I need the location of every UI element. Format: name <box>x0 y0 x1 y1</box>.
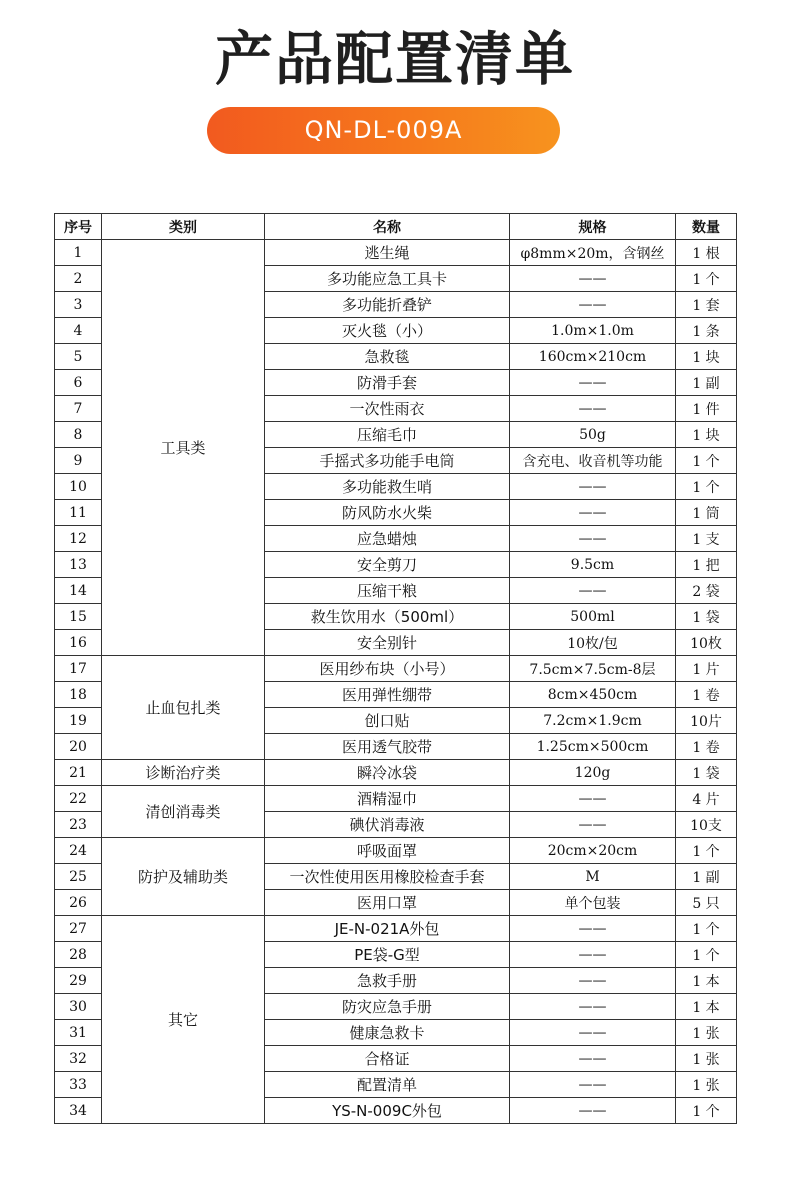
item-name: 碘伏消毒液 <box>265 812 510 838</box>
item-spec: —— <box>510 942 676 968</box>
item-quantity: 4 片 <box>676 786 737 812</box>
header-category: 类别 <box>102 214 265 240</box>
item-spec: φ8mm×20m，含钢丝 <box>510 240 676 266</box>
item-spec: —— <box>510 786 676 812</box>
item-name: 健康急救卡 <box>265 1020 510 1046</box>
row-index: 34 <box>55 1098 102 1124</box>
item-spec: —— <box>510 370 676 396</box>
item-spec: 9.5cm <box>510 552 676 578</box>
item-name: 配置清单 <box>265 1072 510 1098</box>
row-index: 11 <box>55 500 102 526</box>
item-quantity: 5 只 <box>676 890 737 916</box>
row-index: 2 <box>55 266 102 292</box>
item-name: 医用纱布块（小号） <box>265 656 510 682</box>
item-spec: 1.25cm×500cm <box>510 734 676 760</box>
item-name: 多功能应急工具卡 <box>265 266 510 292</box>
item-spec: —— <box>510 500 676 526</box>
row-index: 15 <box>55 604 102 630</box>
row-index: 32 <box>55 1046 102 1072</box>
item-quantity: 1 块 <box>676 422 737 448</box>
item-quantity: 1 个 <box>676 266 737 292</box>
item-name: 一次性使用医用橡胶检查手套 <box>265 864 510 890</box>
category-cell: 诊断治疗类 <box>102 760 265 786</box>
row-index: 14 <box>55 578 102 604</box>
row-index: 29 <box>55 968 102 994</box>
configuration-table <box>54 213 737 1124</box>
item-name: 急救毯 <box>265 344 510 370</box>
item-quantity: 1 个 <box>676 916 737 942</box>
row-index: 9 <box>55 448 102 474</box>
item-quantity: 1 张 <box>676 1020 737 1046</box>
item-spec: —— <box>510 1046 676 1072</box>
item-name: 呼吸面罩 <box>265 838 510 864</box>
item-name: 一次性雨衣 <box>265 396 510 422</box>
row-index: 24 <box>55 838 102 864</box>
item-spec: —— <box>510 266 676 292</box>
row-index: 5 <box>55 344 102 370</box>
category-cell: 防护及辅助类 <box>102 838 265 916</box>
item-quantity: 1 片 <box>676 656 737 682</box>
item-spec: 160cm×210cm <box>510 344 676 370</box>
table-row <box>55 656 737 682</box>
row-index: 3 <box>55 292 102 318</box>
table-row <box>55 838 737 864</box>
item-name: 手摇式多功能手电筒 <box>265 448 510 474</box>
item-quantity: 2 袋 <box>676 578 737 604</box>
row-index: 27 <box>55 916 102 942</box>
item-spec: —— <box>510 1020 676 1046</box>
table-row <box>55 240 737 266</box>
item-name: 瞬冷冰袋 <box>265 760 510 786</box>
row-index: 21 <box>55 760 102 786</box>
row-index: 19 <box>55 708 102 734</box>
item-name: 压缩毛巾 <box>265 422 510 448</box>
item-spec: —— <box>510 916 676 942</box>
item-quantity: 1 支 <box>676 526 737 552</box>
item-quantity: 1 个 <box>676 474 737 500</box>
item-spec: —— <box>510 1072 676 1098</box>
item-quantity: 1 个 <box>676 1098 737 1124</box>
item-name: 医用口罩 <box>265 890 510 916</box>
row-index: 13 <box>55 552 102 578</box>
item-name: 安全别针 <box>265 630 510 656</box>
item-name: 多功能折叠铲 <box>265 292 510 318</box>
item-spec: 20cm×20cm <box>510 838 676 864</box>
item-spec: —— <box>510 292 676 318</box>
item-spec: 7.2cm×1.9cm <box>510 708 676 734</box>
row-index: 17 <box>55 656 102 682</box>
item-spec: —— <box>510 812 676 838</box>
item-quantity: 1 筒 <box>676 500 737 526</box>
item-quantity: 1 个 <box>676 838 737 864</box>
item-quantity: 1 副 <box>676 864 737 890</box>
item-name: 医用透气胶带 <box>265 734 510 760</box>
table-row <box>55 760 737 786</box>
category-cell: 止血包扎类 <box>102 656 265 760</box>
item-spec: —— <box>510 474 676 500</box>
category-cell: 其它 <box>102 916 265 1124</box>
row-index: 28 <box>55 942 102 968</box>
row-index: 1 <box>55 240 102 266</box>
item-name: PE袋-G型 <box>265 942 510 968</box>
table-row <box>55 786 737 812</box>
item-quantity: 10片 <box>676 708 737 734</box>
item-name: 酒精湿巾 <box>265 786 510 812</box>
item-name: 防风防水火柴 <box>265 500 510 526</box>
category-cell: 清创消毒类 <box>102 786 265 838</box>
item-spec: 50g <box>510 422 676 448</box>
item-quantity: 1 卷 <box>676 734 737 760</box>
item-spec: 120g <box>510 760 676 786</box>
row-index: 7 <box>55 396 102 422</box>
item-name: JE-N-021A外包 <box>265 916 510 942</box>
item-name: 灭火毯（小） <box>265 318 510 344</box>
item-spec: 7.5cm×7.5cm-8层 <box>510 656 676 682</box>
row-index: 6 <box>55 370 102 396</box>
item-name: 防灾应急手册 <box>265 994 510 1020</box>
item-name: 安全剪刀 <box>265 552 510 578</box>
item-spec: 500ml <box>510 604 676 630</box>
item-quantity: 10支 <box>676 812 737 838</box>
item-name: 防滑手套 <box>265 370 510 396</box>
table-header-row <box>55 214 737 240</box>
item-spec: —— <box>510 994 676 1020</box>
item-name: YS-N-009C外包 <box>265 1098 510 1124</box>
item-name: 合格证 <box>265 1046 510 1072</box>
row-index: 16 <box>55 630 102 656</box>
item-quantity: 10枚 <box>676 630 737 656</box>
item-spec: 8cm×450cm <box>510 682 676 708</box>
table-row <box>55 916 737 942</box>
item-quantity: 1 根 <box>676 240 737 266</box>
item-name: 应急蜡烛 <box>265 526 510 552</box>
page-title: 产品配置清单 <box>214 25 575 93</box>
row-index: 8 <box>55 422 102 448</box>
header-spec: 规格 <box>510 214 676 240</box>
header-name: 名称 <box>265 214 510 240</box>
item-name: 创口贴 <box>265 708 510 734</box>
row-index: 30 <box>55 994 102 1020</box>
item-quantity: 1 件 <box>676 396 737 422</box>
item-spec: —— <box>510 578 676 604</box>
row-index: 26 <box>55 890 102 916</box>
item-spec: 含充电、收音机等功能 <box>510 448 676 474</box>
item-name: 救生饮用水（500ml） <box>265 604 510 630</box>
item-spec: 1.0m×1.0m <box>510 318 676 344</box>
item-quantity: 1 个 <box>676 448 737 474</box>
item-quantity: 1 本 <box>676 968 737 994</box>
row-index: 12 <box>55 526 102 552</box>
item-quantity: 1 套 <box>676 292 737 318</box>
item-quantity: 1 袋 <box>676 760 737 786</box>
header-quantity: 数量 <box>676 214 737 240</box>
row-index: 23 <box>55 812 102 838</box>
item-quantity: 1 袋 <box>676 604 737 630</box>
row-index: 31 <box>55 1020 102 1046</box>
model-badge: QN-DL-009A <box>207 107 560 154</box>
row-index: 4 <box>55 318 102 344</box>
item-quantity: 1 把 <box>676 552 737 578</box>
item-quantity: 1 张 <box>676 1072 737 1098</box>
row-index: 18 <box>55 682 102 708</box>
item-name: 医用弹性绷带 <box>265 682 510 708</box>
row-index: 10 <box>55 474 102 500</box>
item-spec: —— <box>510 968 676 994</box>
row-index: 20 <box>55 734 102 760</box>
item-quantity: 1 本 <box>676 994 737 1020</box>
item-name: 压缩干粮 <box>265 578 510 604</box>
item-quantity: 1 张 <box>676 1046 737 1072</box>
item-quantity: 1 卷 <box>676 682 737 708</box>
item-name: 急救手册 <box>265 968 510 994</box>
item-spec: M <box>510 864 676 890</box>
item-quantity: 1 块 <box>676 344 737 370</box>
item-spec: 单个包装 <box>510 890 676 916</box>
row-index: 22 <box>55 786 102 812</box>
row-index: 25 <box>55 864 102 890</box>
item-spec: —— <box>510 526 676 552</box>
item-name: 多功能救生哨 <box>265 474 510 500</box>
item-quantity: 1 副 <box>676 370 737 396</box>
item-quantity: 1 个 <box>676 942 737 968</box>
item-quantity: 1 条 <box>676 318 737 344</box>
item-spec: —— <box>510 1098 676 1124</box>
header-index: 序号 <box>55 214 102 240</box>
row-index: 33 <box>55 1072 102 1098</box>
item-name: 逃生绳 <box>265 240 510 266</box>
item-spec: 10枚/包 <box>510 630 676 656</box>
item-spec: —— <box>510 396 676 422</box>
category-cell: 工具类 <box>102 240 265 656</box>
